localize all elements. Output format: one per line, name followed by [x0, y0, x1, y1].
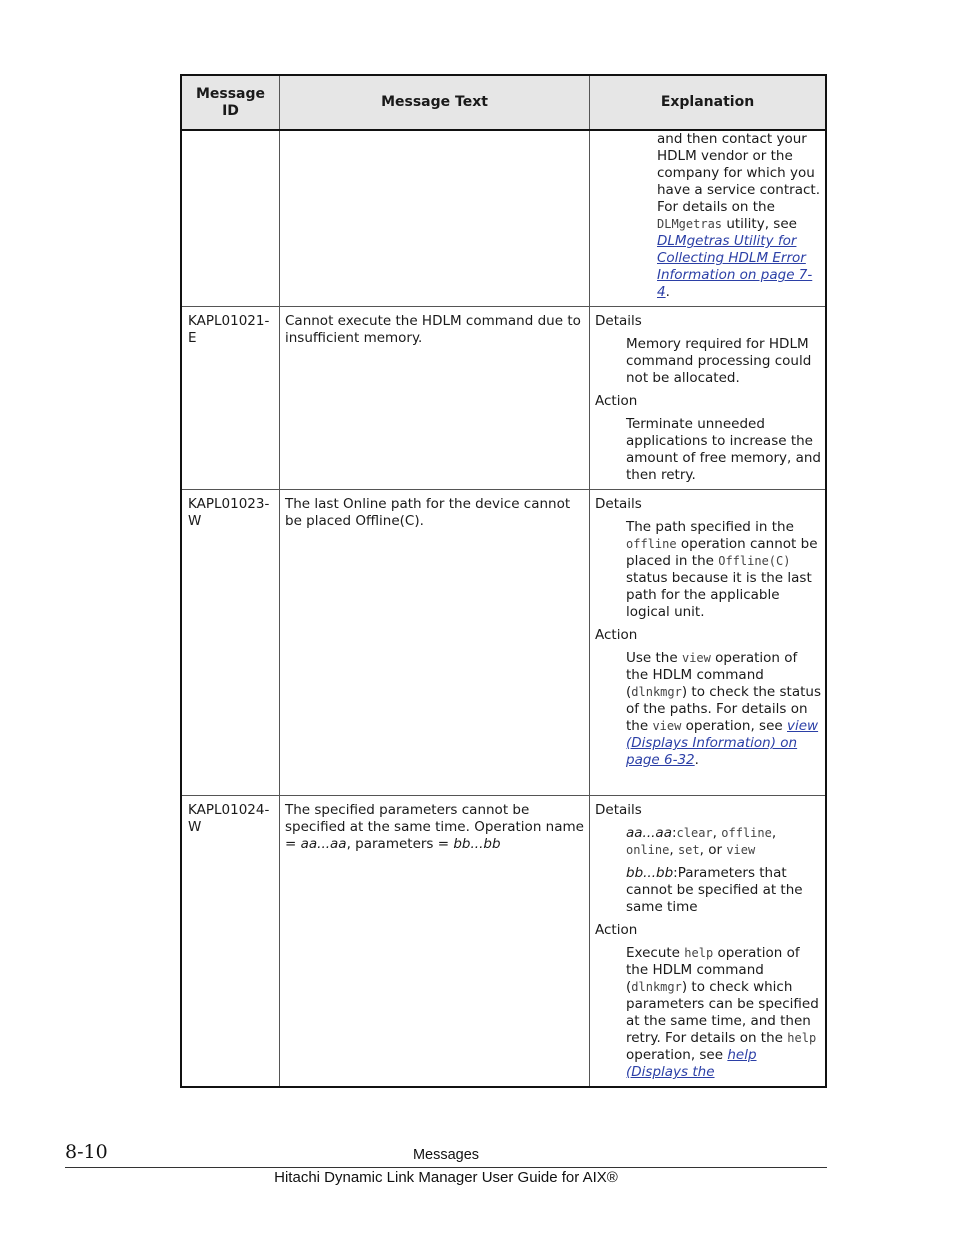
details-label: Details	[595, 802, 642, 818]
explanation-cell	[590, 307, 825, 489]
table-row	[182, 796, 825, 1086]
details-text: Memory required for HDLM command processing could not be allocated.	[626, 336, 812, 386]
code-help: help	[787, 1031, 817, 1045]
action-text: Execute help operation of the HDLM command (dlnkmgr) to check which parameters can be specified at the same time, and then retry. For details on the help operation, see help (Displays the	[626, 945, 819, 1080]
code-dlnkmgr: dlnkmgr	[631, 685, 682, 699]
header-message-text: Message Text	[280, 76, 590, 129]
code-dlnkmgr: dlnkmgr	[631, 980, 682, 994]
code-offline: offline	[626, 537, 677, 551]
action-text: Terminate unneeded applications to increase the amount of free memory, and then retry.	[626, 416, 821, 483]
code-offline: offline	[721, 826, 772, 840]
code-view: view	[652, 719, 682, 733]
view-operation-link[interactable]: view (Displays Information) on page 6-32	[626, 718, 819, 768]
code-view: view	[681, 651, 711, 665]
code-online: online	[626, 843, 670, 857]
explanation-cell	[590, 796, 825, 1086]
footer-book-title: Hitachi Dynamic Link Manager User Guide for AIX®	[274, 1169, 618, 1186]
messages-table	[180, 74, 827, 1088]
code-dlmgetras: DLMgetras	[657, 217, 723, 231]
page-number: 8-10	[65, 1141, 108, 1163]
details-bb-text: bb...bb:Parameters that cannot be specified at the same time	[626, 865, 803, 915]
details-label: Details	[595, 496, 642, 512]
action-label: Action	[595, 627, 638, 643]
action-label: Action	[595, 922, 638, 938]
message-id: KAPL01021-E	[182, 307, 280, 489]
table-row	[182, 307, 825, 490]
message-id: KAPL01023-W	[182, 490, 280, 795]
code-help: help	[684, 946, 714, 960]
details-aa-text: aa...aa:clear, offline, online, set, or view	[626, 825, 777, 858]
explanation-cell	[590, 490, 825, 795]
action-label: Action	[595, 393, 638, 409]
table-row-continuation	[182, 131, 825, 307]
code-set: set	[677, 843, 700, 857]
footer-section-title: Messages	[412, 1147, 480, 1163]
message-text: The last Online path for the device cannot be placed Offline(C).	[280, 490, 590, 795]
continuation-text: and then contact your HDLM vendor or the company for which you have a service contract. For details on the DLMgetras utility, see DLMgetras Utility for Collecting HDLM Error Information on page 7-4.	[657, 131, 820, 300]
message-text: Cannot execute the HDLM command due to insufficient memory.	[280, 307, 590, 489]
dlmgetras-utility-link[interactable]: DLMgetras Utility for Collecting HDLM Error Information on page 7-4	[657, 233, 813, 300]
text-cell	[280, 131, 590, 306]
header-message-id: Message ID	[182, 76, 280, 129]
code-offline-c: Offline(C)	[718, 554, 791, 568]
header-explanation: Explanation	[660, 94, 755, 110]
code-clear: clear	[676, 826, 713, 840]
explanation-cell	[590, 131, 825, 306]
table-header-row	[182, 76, 825, 131]
id-cell	[182, 131, 280, 306]
table-row	[182, 490, 825, 796]
footer-divider	[65, 1167, 827, 1168]
message-id: KAPL01024-W	[182, 796, 280, 1086]
help-operation-link[interactable]: help (Displays the	[626, 1047, 757, 1080]
details-text: The path specified in the offline operation cannot be placed in the Offline(C) status because it is the last path for the applicable logical unit.	[626, 519, 818, 620]
code-view: view	[726, 843, 756, 857]
message-text: The specified parameters cannot be specified at the same time. Operation name = aa...aa, parameters = bb...bb	[280, 796, 590, 1086]
action-text: Use the view operation of the HDLM command (dlnkmgr) to check the status of the paths. For details on the view operation, see view (Displays Information) on page 6-32.	[626, 650, 822, 768]
details-label: Details	[595, 313, 642, 329]
